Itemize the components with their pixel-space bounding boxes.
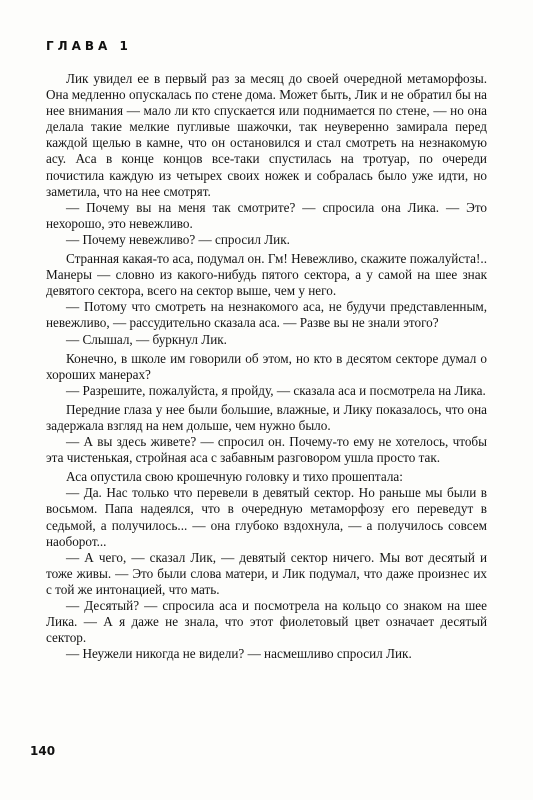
paragraph: — А чего, — сказал Лик, — девятый сектор ничего. Мы вот десятый и тоже живы. — Это были слова матери, и Лик подумал, что даже произнес их с той же интонацией, что мать. <box>46 549 487 597</box>
paragraph: Конечно, в школе им говорили об этом, но кто в десятом секторе думал о хороших манерах? <box>46 350 487 382</box>
paragraph: — Почему вы на меня так смотрите? — спросила она Лика. — Это нехорошо, это невежливо. <box>46 199 487 231</box>
paragraph: — Неужели никогда не видели? — насмешливо спросил Лик. <box>66 646 412 662</box>
paragraph: Аса опустила свою крошечную головку и тихо прошептала: <box>66 469 403 485</box>
paragraph: Передние глаза у нее были большие, влажные, и Лику показалось, что она задержала взгляд на нем дольше, чем нужно было. <box>46 401 487 433</box>
paragraph: — Почему невежливо? — спросил Лик. <box>66 231 290 247</box>
paragraph: — Да. Нас только что перевели в девятый сектор. Но раньше мы были в восьмом. Папа надеялся, что в очередную метаморфозу его переведут в седьмой, а получилось... — она глубоко вздохнула, — а получилось совсем наоборот... <box>46 485 487 549</box>
paragraph: — Потому что смотреть на незнакомого аса, не будучи представленным, невежливо, — рассудительно сказала аса. — Разве вы не знали этого? <box>46 299 487 331</box>
body-text <box>46 71 487 662</box>
paragraph: — Разрешите, пожалуйста, я пройду, — сказала аса и посмотрела на Лика. <box>66 382 486 398</box>
page-number: 140 <box>30 744 56 758</box>
chapter-heading: ГЛАВА 1 <box>46 39 132 53</box>
paragraph: — А вы здесь живете? — спросил он. Почему-то ему не хотелось, чтобы эта чистенькая, стройная аса с забавным разговором ушла просто так. <box>46 434 487 466</box>
paragraph: — Десятый? — спросила аса и посмотрела на кольцо со знаком на шее Лика. — А я даже не знала, что этот фиолетовый цвет означает десятый сектор. <box>46 598 487 646</box>
paragraph: Лик увидел ее в первый раз за месяц до своей очередной метаморфозы. Она медленно опускалась по стене дома. Может быть, Лик и не обратил бы на нее внимания — мало ли кто спускается или поднимается по стене, — но она делала такие мелкие пугливые шажочки, так неуверенно замирала перед каждой щелью в камне, что он остановился и стал смотреть на незнакомую асу. Аса в конце концов все-таки спустилась на тротуар, по очереди почистила каждую из четырех своих ножек и собралась было уже идти, но заметила, что на нее смотрят. <box>46 71 487 199</box>
paragraph: — Слышал, — буркнул Лик. <box>66 331 227 347</box>
paragraph: Странная какая-то аса, подумал он. Гм! Невежливо, скажите пожалуйста!.. Манеры — словно из какого-нибудь пятого сектора, а у самой на шее знак девятого сектора, всего на сектор выше, чем у него. <box>46 251 487 299</box>
